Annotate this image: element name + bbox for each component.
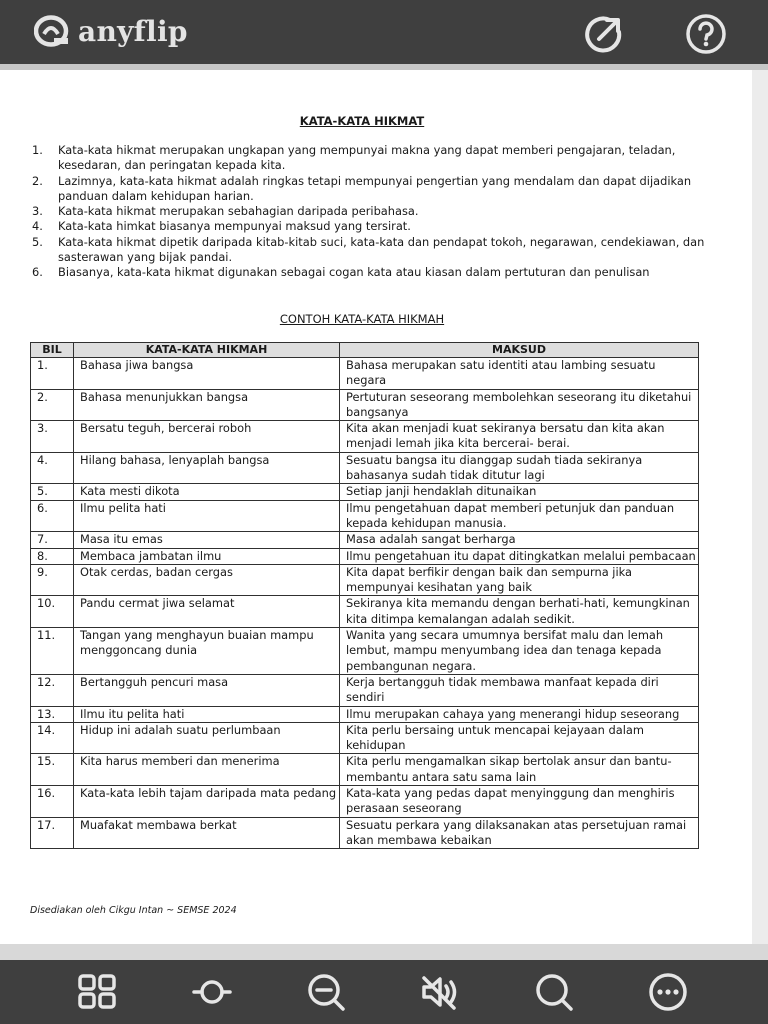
intro-number: 4. bbox=[32, 219, 43, 234]
table-row bbox=[31, 548, 699, 564]
intro-item bbox=[32, 174, 707, 205]
table-row bbox=[31, 674, 699, 706]
cell-bil: 4. bbox=[31, 452, 74, 484]
cell-maksud: Kita perlu mengamalkan sikap bertolak ansur dan bantu-membantu antara satu sama lain bbox=[340, 754, 699, 786]
hikmah-table bbox=[30, 342, 699, 849]
header-bil: BIL bbox=[31, 343, 74, 358]
document-title: KATA-KATA HIKMAT bbox=[299, 114, 425, 128]
cell-maksud: Kata-kata yang pedas dapat menyinggung dan menghiris perasaan seseorang bbox=[340, 786, 699, 818]
table-row bbox=[31, 484, 699, 500]
cell-maksud: Pertuturan seseorang membolehkan seseorang itu diketahui bangsanya bbox=[340, 389, 699, 421]
sound-off-icon[interactable] bbox=[420, 972, 460, 1012]
cell-maksud: Sekiranya kita memandu dengan berhati-hati, kemungkinan kita ditimpa kemalangan adalah sedikit. bbox=[340, 596, 699, 628]
table-row bbox=[31, 786, 699, 818]
cell-maksud: Wanita yang secara umumnya bersifat malu dan lemah lembut, mampu menyumbang idea dan tenaga kepada pembangunan negara. bbox=[340, 628, 699, 675]
cell-bil: 7. bbox=[31, 532, 74, 548]
table-row bbox=[31, 452, 699, 484]
table-row bbox=[31, 706, 699, 722]
table-row bbox=[31, 628, 699, 675]
table-title: CONTOH KATA-KATA HIKMAH bbox=[279, 312, 445, 326]
header-kata: KATA-KATA HIKMAH bbox=[74, 343, 340, 358]
cell-bil: 11. bbox=[31, 628, 74, 675]
search-icon[interactable] bbox=[534, 972, 574, 1012]
table-row bbox=[31, 754, 699, 786]
cell-bil: 3. bbox=[31, 421, 74, 453]
cell-kata: Tangan yang menghayun buaian mampu menggoncang dunia bbox=[74, 628, 340, 675]
table-row bbox=[31, 596, 699, 628]
cell-bil: 16. bbox=[31, 786, 74, 818]
cell-kata: Ilmu itu pelita hati bbox=[74, 706, 340, 722]
cell-kata: Bahasa jiwa bangsa bbox=[74, 358, 340, 390]
cell-maksud: Ilmu pengetahuan itu dapat ditingkatkan melalui pembacaan bbox=[340, 548, 699, 564]
cell-bil: 8. bbox=[31, 548, 74, 564]
intro-number: 5. bbox=[32, 234, 43, 249]
cell-bil: 15. bbox=[31, 754, 74, 786]
cell-maksud: Setiap janji hendaklah ditunaikan bbox=[340, 484, 699, 500]
intro-text: Kata-kata hikmat merupakan sebahagian daripada peribahasa. bbox=[58, 204, 419, 219]
more-icon[interactable] bbox=[648, 972, 688, 1012]
app-name: anyflip bbox=[78, 14, 188, 48]
intro-text: Kata-kata hikmat dipetik daripada kitab-kitab suci, kata-kata dan pendapat tokoh, negarawan, cendekiawan, dan sasterawan yang bijak pandai. bbox=[58, 234, 705, 265]
document-page bbox=[0, 70, 752, 944]
table-row bbox=[31, 817, 699, 849]
intro-number: 2. bbox=[32, 173, 43, 188]
cell-bil: 6. bbox=[31, 500, 74, 532]
intro-text: Biasanya, kata-kata hikmat digunakan sebagai cogan kata atau kiasan dalam pertuturan dan penulisan bbox=[58, 265, 650, 280]
cell-kata: Membaca jambatan ilmu bbox=[74, 548, 340, 564]
cell-bil: 2. bbox=[31, 389, 74, 421]
intro-list bbox=[32, 143, 707, 281]
intro-text: Lazimnya, kata-kata hikmat adalah ringkas tetapi mempunyai pengertian yang mendalam dan dapat dijadikan panduan dalam kehidupan harian. bbox=[58, 173, 692, 203]
thumbnails-icon[interactable] bbox=[78, 972, 118, 1012]
table-row bbox=[31, 358, 699, 390]
intro-text: Kata-kata himkat biasanya mempunyai maksud yang tersirat. bbox=[58, 219, 411, 234]
intro-item bbox=[32, 143, 707, 174]
cell-maksud: Ilmu merupakan cahaya yang menerangi hidup seseorang bbox=[340, 706, 699, 722]
cell-maksud: Sesuatu perkara yang dilaksanakan atas persetujuan ramai akan membawa kebaikan bbox=[340, 817, 699, 849]
cell-maksud: Bahasa merupakan satu identiti atau lambing sesuatu negara bbox=[340, 358, 699, 390]
autoflip-icon[interactable] bbox=[192, 972, 232, 1012]
intro-number: 1. bbox=[32, 143, 43, 157]
cell-kata: Otak cerdas, badan cergas bbox=[74, 564, 340, 596]
cell-kata: Bahasa menunjukkan bangsa bbox=[74, 389, 340, 421]
header-maksud: MAKSUD bbox=[340, 343, 699, 358]
page-bottom-margin bbox=[0, 944, 768, 960]
share-icon[interactable] bbox=[582, 12, 626, 56]
cell-kata: Ilmu pelita hati bbox=[74, 500, 340, 532]
cell-maksud: Kita akan menjadi kuat sekiranya bersatu dan kita akan menjadi lemah jika kita bercerai- berai. bbox=[340, 421, 699, 453]
cell-kata: Kata-kata lebih tajam daripada mata pedang bbox=[74, 786, 340, 818]
intro-number: 3. bbox=[32, 204, 43, 219]
table-row bbox=[31, 564, 699, 596]
cell-kata: Masa itu emas bbox=[74, 532, 340, 548]
cell-bil: 10. bbox=[31, 596, 74, 628]
cell-kata: Hidup ini adalah suatu perlumbaan bbox=[74, 722, 340, 754]
anyflip-logo[interactable] bbox=[34, 14, 188, 48]
cell-kata: Kita harus memberi dan menerima bbox=[74, 754, 340, 786]
intro-item bbox=[32, 204, 707, 219]
table-row bbox=[31, 722, 699, 754]
cell-maksud: Kita dapat berfikir dengan baik dan sempurna jika mempunyai kesihatan yang baik bbox=[340, 564, 699, 596]
cell-bil: 5. bbox=[31, 484, 74, 500]
cell-bil: 14. bbox=[31, 722, 74, 754]
cell-kata: Hilang bahasa, lenyaplah bangsa bbox=[74, 452, 340, 484]
help-icon[interactable] bbox=[684, 12, 728, 56]
cell-bil: 1. bbox=[31, 358, 74, 390]
cell-maksud: Kita perlu bersaing untuk mencapai kejayaan dalam kehidupan bbox=[340, 722, 699, 754]
table-header-row bbox=[31, 343, 699, 358]
cell-bil: 13. bbox=[31, 706, 74, 722]
anyflip-logo-icon bbox=[34, 14, 70, 48]
cell-kata: Pandu cermat jiwa selamat bbox=[74, 596, 340, 628]
intro-item bbox=[32, 265, 707, 280]
cell-bil: 17. bbox=[31, 817, 74, 849]
table-row bbox=[31, 532, 699, 548]
intro-item bbox=[32, 219, 707, 234]
intro-item bbox=[32, 235, 707, 266]
document-footer: Disediakan oleh Cikgu Intan ~ SEMSE 2024 bbox=[30, 905, 237, 916]
zoom-out-icon[interactable] bbox=[306, 972, 346, 1012]
cell-kata: Bersatu teguh, bercerai roboh bbox=[74, 421, 340, 453]
cell-bil: 9. bbox=[31, 564, 74, 596]
table-row bbox=[31, 389, 699, 421]
cell-maksud: Masa adalah sangat berharga bbox=[340, 532, 699, 548]
cell-maksud: Ilmu pengetahuan dapat memberi petunjuk dan panduan kepada kehidupan manusia. bbox=[340, 500, 699, 532]
cell-kata: Bertangguh pencuri masa bbox=[74, 674, 340, 706]
intro-number: 6. bbox=[32, 265, 43, 280]
cell-bil: 12. bbox=[31, 674, 74, 706]
top-toolbar bbox=[0, 0, 768, 64]
table-row bbox=[31, 421, 699, 453]
cell-maksud: Sesuatu bangsa itu dianggap sudah tiada sekiranya bahasanya sudah tidak ditutur lagi bbox=[340, 452, 699, 484]
intro-text: Kata-kata hikmat merupakan ungkapan yang mempunyai makna yang dapat memberi pengajaran, teladan, kesedaran, dan peringatan kepada kita. bbox=[58, 143, 676, 173]
cell-maksud: Kerja bertangguh tidak membawa manfaat kepada diri sendiri bbox=[340, 674, 699, 706]
cell-kata: Muafakat membawa berkat bbox=[74, 817, 340, 849]
table-row bbox=[31, 500, 699, 532]
cell-kata: Kata mesti dikota bbox=[74, 484, 340, 500]
bottom-toolbar bbox=[0, 960, 768, 1024]
